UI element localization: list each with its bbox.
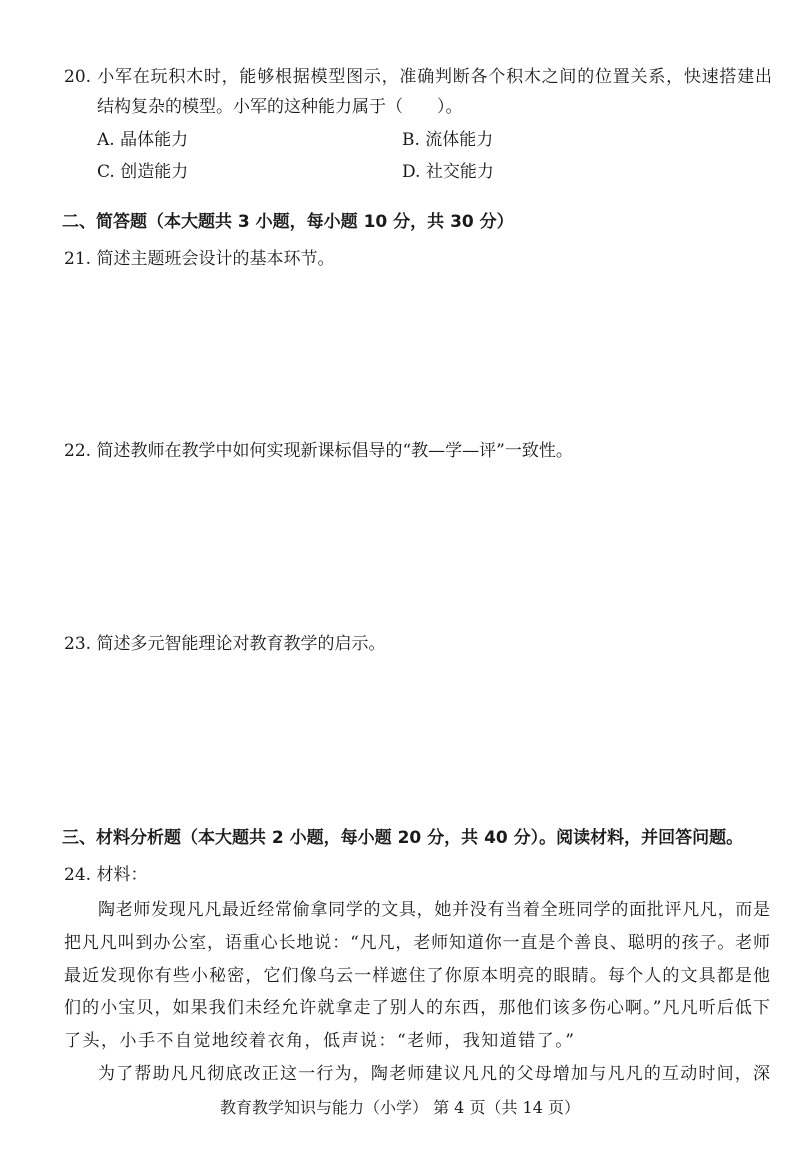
q20-stem-line1: 20. 小军在玩积木时，能够根据模型图示，准确判断各个积木之间的位置关系，快速搭建出 [64,67,772,87]
q20-option-d: D. 社交能力 [402,162,494,182]
page-footer: 教育教学知识与能力（小学） 第 4 页（共 14 页） [220,1098,580,1117]
material-line: 陶老师发现凡凡最近经常偷拿同学的文具，她并没有当着全班同学的面批评凡凡，而是 [98,900,770,920]
question-22: 22. 简述教师在教学中如何实现新课标倡导的“教—学—评”一致性。 [64,441,573,461]
q20-stem-line2: 结构复杂的模型。小军的这种能力属于（ ）。 [97,97,463,117]
q20-option-c: C. 创造能力 [97,162,189,182]
section3-heading: 三、材料分析题（本大题共 2 小题，每小题 20 分，共 40 分）。阅读材料，并回答问题。 [62,828,744,848]
material-line: 了头，小手不自觉地绞着衣角，低声说：“老师，我知道错了。” [64,1031,576,1051]
question-23: 23. 简述多元智能理论对教育教学的启示。 [64,634,386,654]
section2-heading: 二、简答题（本大题共 3 小题，每小题 10 分，共 30 分） [62,212,514,232]
question-21: 21. 简述主题班会设计的基本环节。 [64,249,335,269]
q20-option-a: A. 晶体能力 [97,130,189,150]
question-24-label: 24. 材料： [64,865,148,885]
material-line: 为了帮助凡凡彻底改正这一行为，陶老师建议凡凡的父母增加与凡凡的互动时间，深 [98,1064,770,1084]
material-line: 把凡凡叫到办公室，语重心长地说：“凡凡，老师知道你一直是个善良、聪明的孩子。老师 [64,933,770,953]
q20-option-b: B. 流体能力 [402,130,494,150]
material-line: 们的小宝贝，如果我们未经允许就拿走了别人的东西，那他们该多伤心啊。”凡凡听后低下 [64,998,770,1018]
material-line: 最近发现你有些小秘密，它们像乌云一样遮住了你原本明亮的眼睛。每个人的文具都是他 [64,966,770,986]
